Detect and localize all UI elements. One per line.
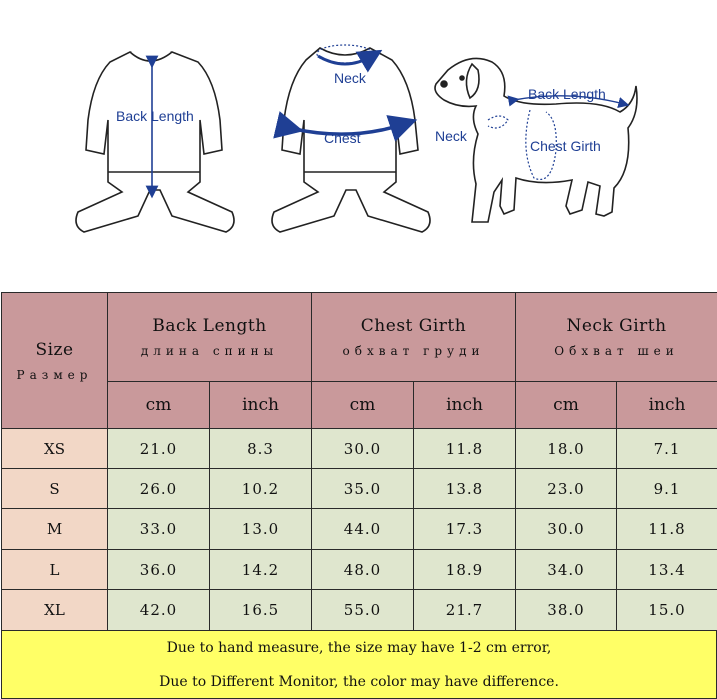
chest-girth-title: Chest Girth [360, 316, 467, 336]
value-cell: 16.5 [210, 590, 312, 631]
value-cell: 13.0 [210, 509, 312, 550]
value-cell: 13.8 [414, 469, 516, 509]
measurement-diagram [0, 0, 717, 290]
unit-header: inch [414, 382, 516, 429]
table-row [2, 469, 717, 509]
neck-label: Neck [334, 70, 366, 86]
value-cell: 55.0 [312, 590, 414, 631]
value-cell: 10.2 [210, 469, 312, 509]
value-cell: 21.0 [108, 429, 210, 469]
neck-girth-title: Neck Girth [566, 316, 667, 336]
chest-label: Chest [324, 130, 361, 146]
note-line-monitor: Due to Different Monitor, the color may have difference. [159, 674, 559, 690]
size-cell: XL [2, 590, 108, 631]
value-cell: 36.0 [108, 550, 210, 590]
value-cell: 34.0 [516, 550, 617, 590]
garment-back-view [76, 52, 234, 232]
table-row [2, 550, 717, 590]
value-cell: 14.2 [210, 550, 312, 590]
size-header-cell [2, 293, 108, 429]
value-cell: 18.0 [516, 429, 617, 469]
value-cell: 17.3 [414, 509, 516, 550]
value-cell: 9.1 [617, 469, 717, 509]
unit-header: inch [210, 382, 312, 429]
value-cell: 13.4 [617, 550, 717, 590]
value-cell: 44.0 [312, 509, 414, 550]
value-cell: 30.0 [516, 509, 617, 550]
value-cell: 30.0 [312, 429, 414, 469]
unit-header: cm [312, 382, 414, 429]
table-row [2, 429, 717, 469]
dog-back-length-label: Back Length [528, 86, 606, 102]
value-cell: 42.0 [108, 590, 210, 631]
size-cell: M [2, 509, 108, 550]
size-cell: XS [2, 429, 108, 469]
unit-header: inch [617, 382, 717, 429]
unit-header: cm [516, 382, 617, 429]
back-length-title-ru: длина спины [140, 344, 279, 358]
back-length-label: Back Length [116, 108, 194, 124]
size-header: Size [35, 339, 74, 360]
value-cell: 15.0 [617, 590, 717, 631]
back-length-header [108, 293, 312, 382]
back-length-title: Back Length [152, 316, 267, 336]
size-cell: S [2, 469, 108, 509]
chest-girth-title-ru: обхват груди [342, 344, 485, 358]
value-cell: 35.0 [312, 469, 414, 509]
disclaimer-note [1, 630, 717, 699]
neck-girth-title-ru: Обхват шеи [554, 344, 679, 358]
unit-header: cm [108, 382, 210, 429]
value-cell: 33.0 [108, 509, 210, 550]
table-row [2, 590, 717, 631]
dog-chest-girth-label: Chest Girth [530, 138, 601, 154]
value-cell: 7.1 [617, 429, 717, 469]
size-chart-table [1, 292, 717, 631]
size-header-ru: Размер [16, 367, 93, 382]
size-cell: L [2, 550, 108, 590]
note-line-measure: Due to hand measure, the size may have 1-2 cm error, [166, 640, 552, 656]
chest-girth-header [312, 293, 516, 382]
value-cell: 11.8 [414, 429, 516, 469]
value-cell: 11.8 [617, 509, 717, 550]
dog-neck-label: Neck [435, 128, 467, 144]
value-cell: 8.3 [210, 429, 312, 469]
neck-girth-header [516, 293, 717, 382]
value-cell: 38.0 [516, 590, 617, 631]
value-cell: 48.0 [312, 550, 414, 590]
value-cell: 18.9 [414, 550, 516, 590]
value-cell: 23.0 [516, 469, 617, 509]
value-cell: 26.0 [108, 469, 210, 509]
table-row [2, 509, 717, 550]
value-cell: 21.7 [414, 590, 516, 631]
